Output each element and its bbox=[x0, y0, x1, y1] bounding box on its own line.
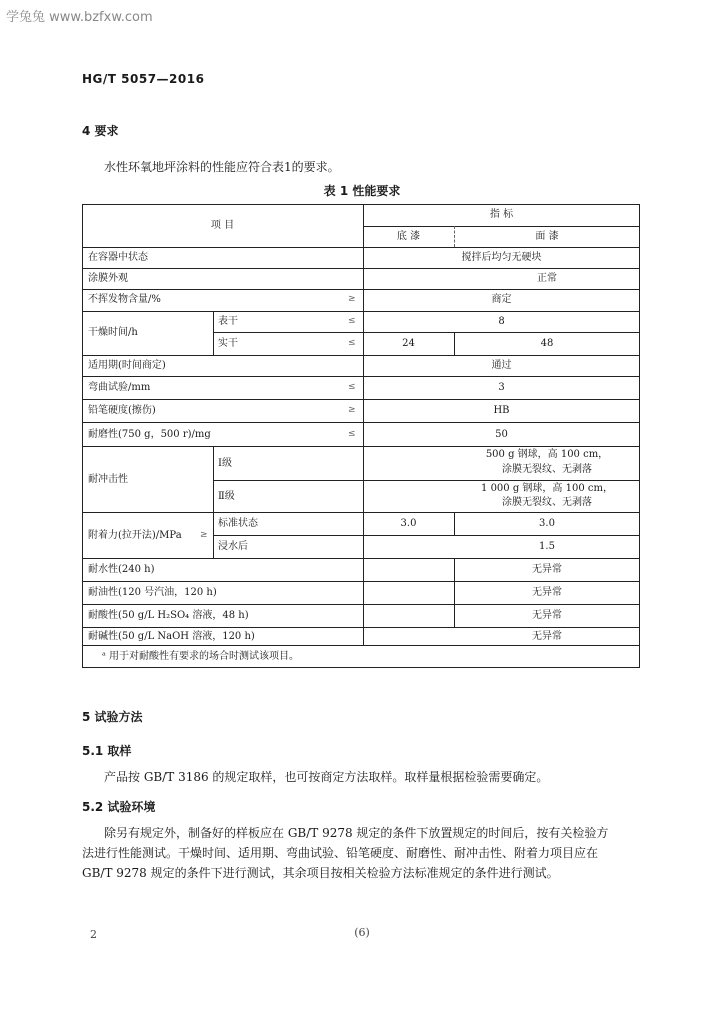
row-impact-grade2-line1: 1 000 g 钢球，高 100 cm， bbox=[481, 483, 613, 494]
row-acid-value: 无异常 bbox=[532, 610, 562, 621]
row-container-label: 在容器中状态 bbox=[88, 252, 148, 263]
row-line bbox=[82, 355, 640, 356]
row-drying-hard-label: 实干 bbox=[218, 338, 238, 349]
row-line bbox=[82, 268, 640, 269]
row-nonvolatile-value: 商定 bbox=[491, 294, 512, 305]
row-line bbox=[82, 581, 640, 582]
header-bottom-line bbox=[82, 247, 640, 248]
row-drying-surface-value: 8 bbox=[498, 316, 505, 327]
section-5-2-line2: 法进行性能测试。干燥时间、适用期、弯曲试验、铅笔硬度、耐磨性、耐冲击性、附着力项目应在 bbox=[82, 846, 599, 860]
row-film-value: 正常 bbox=[537, 273, 557, 284]
row-abrasion-ineq: ≤ bbox=[348, 429, 356, 439]
row-impact-label: 耐冲击性 bbox=[88, 474, 128, 485]
section-4-heading: 4 要求 bbox=[82, 124, 119, 138]
row-line bbox=[82, 604, 640, 605]
row-water-label: 耐水性(240 h) bbox=[88, 564, 155, 575]
row-nonvolatile-ineq: ≥ bbox=[348, 294, 356, 304]
header-index: 指 标 bbox=[489, 209, 514, 220]
header-divider bbox=[363, 226, 640, 227]
footer-center-mark: (6) bbox=[354, 926, 370, 939]
row-adhesion-standard-primer: 3.0 bbox=[400, 518, 417, 529]
row-line bbox=[82, 289, 640, 290]
standard-number: HG/T 5057—2016 bbox=[82, 72, 205, 86]
row-bending-label: 弯曲试验/mm bbox=[88, 382, 151, 393]
row-impact-grade2-line2: 涂膜无裂纹、无剥落 bbox=[502, 497, 592, 508]
row-line bbox=[82, 399, 640, 400]
row-drying-surface-ineq: ≤ bbox=[348, 316, 356, 326]
row-impact-grade1-label: Ⅰ级 bbox=[218, 458, 232, 469]
row-line bbox=[82, 558, 640, 559]
row-acid-label: 耐酸性(50 g/L H₂SO₄ 溶液，48 h) bbox=[88, 610, 249, 621]
table-border-bottom bbox=[82, 667, 640, 668]
row-abrasion-label: 耐磨性(750 g，500 r)/mg bbox=[88, 429, 211, 440]
row-adhesion-label: 附着力(拉开法)/MPa bbox=[88, 530, 182, 541]
section-5-heading: 5 试验方法 bbox=[82, 710, 143, 724]
header-topcoat: 面 漆 bbox=[535, 231, 559, 242]
row-impact-grade2-label: Ⅱ级 bbox=[218, 491, 235, 502]
row-water-value: 无异常 bbox=[532, 564, 562, 575]
row-line bbox=[213, 332, 640, 333]
watermark: 学兔兔 www.bzfxw.com bbox=[6, 10, 153, 25]
row-line bbox=[82, 311, 640, 312]
section-5-1-text: 产品按 GB/T 3186 的规定取样，也可按商定方法取样。取样量根据检验需要确定。 bbox=[104, 770, 549, 784]
row-drying-hard-primer: 24 bbox=[402, 338, 415, 349]
row-container-value: 搅拌后均匀无硬块 bbox=[461, 252, 542, 263]
row-line bbox=[213, 535, 640, 536]
row-line bbox=[82, 627, 640, 628]
table-caption: 表 1 性能要求 bbox=[323, 184, 401, 198]
row-potlife-label: 适用期(时间商定) bbox=[88, 360, 166, 371]
section-4-intro: 水性环氧地坪涂料的性能应符合表1的要求。 bbox=[104, 160, 340, 174]
row-adhesion-standard-label: 标准状态 bbox=[218, 518, 258, 529]
row-impact-grade1-line2: 涂膜无裂纹、无剥落 bbox=[502, 464, 592, 475]
row-oil-label: 耐油性(120 号汽油，120 h) bbox=[88, 587, 217, 598]
row-alkali-value: 无异常 bbox=[532, 631, 562, 642]
row-adhesion-immersion-value: 1.5 bbox=[539, 541, 555, 552]
row-adhesion-standard-topcoat: 3.0 bbox=[539, 518, 555, 529]
performance-table bbox=[82, 204, 640, 668]
row-drying-label: 干燥时间/h bbox=[88, 327, 138, 338]
sublabel-divider bbox=[213, 311, 214, 355]
table-border-top bbox=[82, 204, 640, 205]
header-item: 项 目 bbox=[210, 220, 235, 231]
row-nonvolatile-label: 不挥发物含量/% bbox=[88, 294, 161, 305]
row-alkali-label: 耐碱性(50 g/L NaOH 溶液，120 h) bbox=[88, 631, 255, 642]
row-adhesion-immersion-label: 浸水后 bbox=[218, 541, 248, 552]
row-line bbox=[82, 446, 640, 447]
table-border-left bbox=[82, 204, 83, 668]
item-index-divider bbox=[363, 204, 364, 645]
row-drying-surface-label: 表干 bbox=[218, 316, 238, 327]
page-number: 2 bbox=[90, 928, 97, 941]
row-bending-value: 3 bbox=[498, 382, 505, 393]
row-abrasion-value: 50 bbox=[495, 429, 508, 440]
row-line bbox=[82, 376, 640, 377]
row-bending-ineq: ≤ bbox=[348, 382, 356, 392]
row-pencil-value: HB bbox=[493, 405, 510, 416]
row-line bbox=[82, 645, 640, 646]
row-drying-hard-topcoat: 48 bbox=[540, 338, 554, 349]
section-5-2-line3: GB/T 9278 规定的条件下进行测试，其余项目按相关检验方法标准规定的条件进行测试。 bbox=[82, 866, 559, 880]
row-impact-grade1-line1: 500 g 钢球，高 100 cm， bbox=[485, 449, 609, 460]
table-footnote: ᵃ 用于对耐酸性有要求的场合时测试该项目。 bbox=[102, 651, 300, 662]
row-pencil-label: 铅笔硬度(擦伤) bbox=[88, 405, 156, 416]
row-line bbox=[82, 422, 640, 423]
section-5-1-heading: 5.1 取样 bbox=[82, 744, 132, 758]
row-oil-value: 无异常 bbox=[532, 587, 562, 598]
row-line bbox=[213, 480, 640, 481]
row-film-label: 涂膜外观 bbox=[88, 273, 128, 284]
row-potlife-value: 通过 bbox=[491, 360, 512, 371]
header-primer: 底 漆 bbox=[396, 231, 421, 242]
row-adhesion-ineq: ≥ bbox=[200, 530, 208, 540]
section-5-2-heading: 5.2 试验环境 bbox=[82, 800, 156, 814]
row-line bbox=[82, 512, 640, 513]
section-5-2-line1: 除另有规定外，制备好的样板应在 GB/T 9278 规定的条件下放置规定的时间后，按有关检验方 bbox=[104, 826, 609, 840]
row-pencil-ineq: ≥ bbox=[348, 405, 356, 415]
row-drying-hard-ineq: ≤ bbox=[348, 338, 356, 348]
sublabel-divider bbox=[213, 446, 214, 558]
